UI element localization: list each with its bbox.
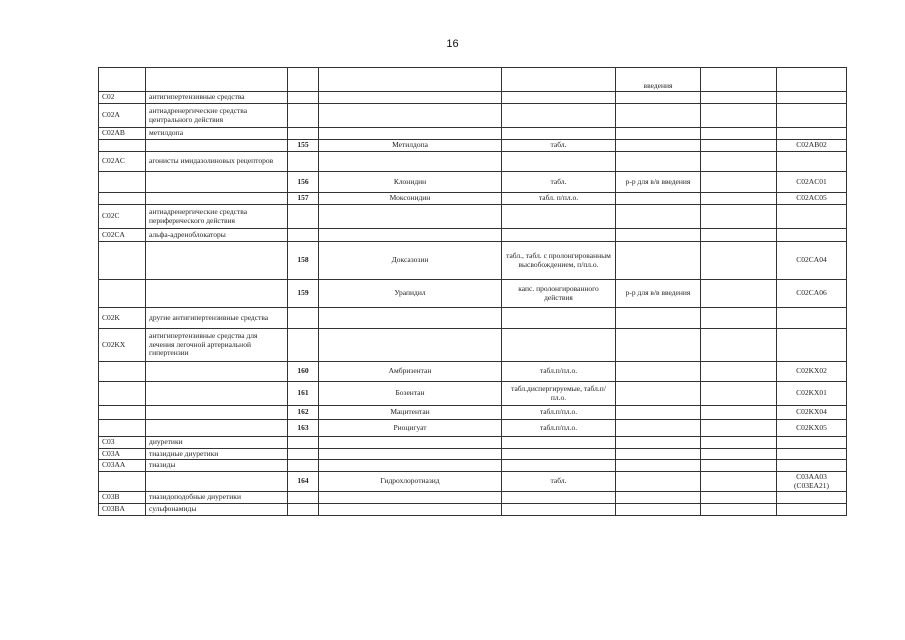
dosage-form-cell	[502, 437, 616, 449]
atc-code-cell	[99, 68, 146, 92]
drug-name-cell	[319, 128, 502, 140]
drug-name-cell	[319, 229, 502, 242]
table-row	[99, 406, 847, 420]
drug-atc-cell: C02KX01	[777, 382, 847, 406]
group-name-cell: другие антигипертензивные средства	[146, 308, 288, 329]
atc-code-cell: C02	[99, 92, 146, 104]
table-row	[99, 492, 847, 504]
atc-code-cell: C03BA	[99, 503, 146, 515]
route-cell	[616, 308, 701, 329]
atc-code-cell: C02AC	[99, 152, 146, 172]
group-name-cell: антиадренергические средства периферического действия	[146, 205, 288, 229]
note-cell	[701, 382, 777, 406]
group-name-cell	[146, 140, 288, 152]
note-cell	[701, 420, 777, 437]
group-name-cell	[146, 362, 288, 382]
route-cell	[616, 229, 701, 242]
group-name-cell: антиадренергические средства центрального действия	[146, 104, 288, 128]
route-cell	[616, 362, 701, 382]
route-cell	[616, 406, 701, 420]
drug-atc-cell: C02AB02	[777, 140, 847, 152]
group-name-cell: сульфонамиды	[146, 503, 288, 515]
drug-name-cell: Доксазозин	[319, 242, 502, 280]
item-number-cell	[288, 104, 319, 128]
table-row	[99, 92, 847, 104]
item-number-cell	[288, 492, 319, 504]
drug-atc-cell	[777, 205, 847, 229]
atc-code-cell: C02C	[99, 205, 146, 229]
route-cell	[616, 104, 701, 128]
dosage-form-cell	[502, 448, 616, 460]
route-cell	[616, 448, 701, 460]
drug-name-cell	[319, 492, 502, 504]
drug-name-cell	[319, 205, 502, 229]
item-number-cell: 158	[288, 242, 319, 280]
item-number-cell: 157	[288, 193, 319, 205]
table-row	[99, 437, 847, 449]
dosage-form-cell: табл.	[502, 472, 616, 492]
note-cell	[701, 242, 777, 280]
group-name-cell: тиазиды	[146, 460, 288, 472]
table-row	[99, 362, 847, 382]
table-body	[99, 68, 847, 516]
item-number-cell	[288, 329, 319, 362]
route-cell	[616, 128, 701, 140]
dosage-form-cell: табл.п/пл.о.	[502, 420, 616, 437]
drug-atc-cell: C02KX04	[777, 406, 847, 420]
drug-atc-cell	[777, 68, 847, 92]
item-number-cell: 164	[288, 472, 319, 492]
atc-code-cell	[99, 242, 146, 280]
drug-atc-cell	[777, 448, 847, 460]
drug-atc-cell	[777, 104, 847, 128]
table-row	[99, 308, 847, 329]
drug-name-cell	[319, 104, 502, 128]
note-cell	[701, 92, 777, 104]
dosage-form-cell	[502, 205, 616, 229]
note-cell	[701, 362, 777, 382]
item-number-cell: 163	[288, 420, 319, 437]
dosage-form-cell	[502, 92, 616, 104]
table-row	[99, 104, 847, 128]
group-name-cell	[146, 172, 288, 193]
item-number-cell: 159	[288, 280, 319, 308]
route-cell	[616, 329, 701, 362]
atc-code-cell	[99, 172, 146, 193]
item-number-cell	[288, 229, 319, 242]
group-name-cell: тиазидоподобные диуретики	[146, 492, 288, 504]
route-cell	[616, 472, 701, 492]
drug-name-cell	[319, 503, 502, 515]
item-number-cell	[288, 128, 319, 140]
table-row	[99, 448, 847, 460]
group-name-cell: антигипертензивные средства	[146, 92, 288, 104]
note-cell	[701, 140, 777, 152]
route-cell	[616, 242, 701, 280]
route-cell	[616, 437, 701, 449]
dosage-form-cell	[502, 68, 616, 92]
drug-name-cell	[319, 308, 502, 329]
note-cell	[701, 68, 777, 92]
dosage-form-cell: табл., табл. с пролонгированным высвобождением, п/пл.о.	[502, 242, 616, 280]
item-number-cell	[288, 460, 319, 472]
note-cell	[701, 492, 777, 504]
note-cell	[701, 193, 777, 205]
drug-atc-cell: C03AA03 (C03EA21)	[777, 472, 847, 492]
atc-code-cell	[99, 472, 146, 492]
drug-registry-table	[98, 67, 847, 516]
group-name-cell: метилдопа	[146, 128, 288, 140]
atc-code-cell: C02A	[99, 104, 146, 128]
drug-name-cell: Урапидил	[319, 280, 502, 308]
route-cell	[616, 382, 701, 406]
dosage-form-cell	[502, 492, 616, 504]
dosage-form-cell: табл.п/пл.о.	[502, 362, 616, 382]
note-cell	[701, 406, 777, 420]
table-row	[99, 140, 847, 152]
drug-name-cell	[319, 460, 502, 472]
drug-name-cell	[319, 329, 502, 362]
note-cell	[701, 172, 777, 193]
atc-code-cell: C02KX	[99, 329, 146, 362]
dosage-form-cell	[502, 329, 616, 362]
route-cell	[616, 492, 701, 504]
table-row	[99, 280, 847, 308]
note-cell	[701, 460, 777, 472]
drug-name-cell: Мацитентан	[319, 406, 502, 420]
note-cell	[701, 128, 777, 140]
drug-atc-cell	[777, 128, 847, 140]
dosage-form-cell: табл.	[502, 172, 616, 193]
group-name-cell: альфа-адреноблокаторы	[146, 229, 288, 242]
dosage-form-cell: табл.п/пл.о.	[502, 406, 616, 420]
atc-code-cell: C03A	[99, 448, 146, 460]
note-cell	[701, 152, 777, 172]
dosage-form-cell	[502, 104, 616, 128]
drug-name-cell: Бозентан	[319, 382, 502, 406]
item-number-cell	[288, 308, 319, 329]
atc-code-cell	[99, 406, 146, 420]
group-name-cell: тиазидные диуретики	[146, 448, 288, 460]
group-name-cell	[146, 68, 288, 92]
table-row	[99, 329, 847, 362]
table-row	[99, 172, 847, 193]
item-number-cell	[288, 92, 319, 104]
group-name-cell: антигипертензивные средства для лечения легочной артериальной гипертензии	[146, 329, 288, 362]
route-cell	[616, 152, 701, 172]
table-row	[99, 420, 847, 437]
drug-atc-cell: C02CA06	[777, 280, 847, 308]
item-number-cell	[288, 68, 319, 92]
group-name-cell	[146, 382, 288, 406]
atc-code-cell: C02AB	[99, 128, 146, 140]
route-cell	[616, 420, 701, 437]
drug-name-cell	[319, 68, 502, 92]
item-number-cell: 160	[288, 362, 319, 382]
table-row	[99, 205, 847, 229]
item-number-cell	[288, 437, 319, 449]
table-row	[99, 503, 847, 515]
route-cell: р-р для в/в введения	[616, 172, 701, 193]
table-row	[99, 460, 847, 472]
table-row	[99, 242, 847, 280]
item-number-cell: 155	[288, 140, 319, 152]
drug-name-cell	[319, 448, 502, 460]
atc-code-cell	[99, 140, 146, 152]
route-cell	[616, 205, 701, 229]
item-number-cell	[288, 205, 319, 229]
drug-atc-cell: C02AC05	[777, 193, 847, 205]
route-cell	[616, 92, 701, 104]
drug-atc-cell	[777, 92, 847, 104]
atc-code-cell: C03	[99, 437, 146, 449]
atc-code-cell: C02CA	[99, 229, 146, 242]
group-name-cell	[146, 406, 288, 420]
item-number-cell: 161	[288, 382, 319, 406]
drug-atc-cell: C02KX05	[777, 420, 847, 437]
note-cell	[701, 229, 777, 242]
group-name-cell	[146, 472, 288, 492]
route-cell	[616, 503, 701, 515]
dosage-form-cell: табл.диспергируемые, табл.п/пл.о.	[502, 382, 616, 406]
note-cell	[701, 329, 777, 362]
atc-code-cell	[99, 280, 146, 308]
table-row	[99, 152, 847, 172]
group-name-cell: диуретики	[146, 437, 288, 449]
item-number-cell	[288, 152, 319, 172]
note-cell	[701, 437, 777, 449]
item-number-cell: 162	[288, 406, 319, 420]
drug-name-cell: Амбризентан	[319, 362, 502, 382]
drug-atc-cell	[777, 503, 847, 515]
drug-atc-cell: C02KX02	[777, 362, 847, 382]
drug-name-cell: Риоцигуат	[319, 420, 502, 437]
note-cell	[701, 205, 777, 229]
route-cell	[616, 193, 701, 205]
atc-code-cell	[99, 420, 146, 437]
drug-name-cell	[319, 92, 502, 104]
table-row	[99, 128, 847, 140]
atc-code-cell: C03AA	[99, 460, 146, 472]
table-row	[99, 68, 847, 92]
note-cell	[701, 472, 777, 492]
drug-atc-cell	[777, 329, 847, 362]
drug-atc-cell	[777, 152, 847, 172]
atc-code-cell: C03B	[99, 492, 146, 504]
item-number-cell	[288, 448, 319, 460]
note-cell	[701, 448, 777, 460]
note-cell	[701, 503, 777, 515]
dosage-form-cell: табл. п/пл.о.	[502, 193, 616, 205]
drug-atc-cell	[777, 437, 847, 449]
dosage-form-cell	[502, 229, 616, 242]
item-number-cell	[288, 503, 319, 515]
page-number: 16	[446, 38, 459, 50]
atc-code-cell	[99, 362, 146, 382]
group-name-cell	[146, 280, 288, 308]
dosage-form-cell	[502, 503, 616, 515]
group-name-cell	[146, 420, 288, 437]
dosage-form-cell	[502, 460, 616, 472]
route-cell	[616, 140, 701, 152]
route-cell	[616, 460, 701, 472]
atc-code-cell	[99, 193, 146, 205]
drug-name-cell	[319, 152, 502, 172]
dosage-form-cell	[502, 128, 616, 140]
drug-atc-cell: C02CA04	[777, 242, 847, 280]
item-number-cell: 156	[288, 172, 319, 193]
atc-code-cell: C02K	[99, 308, 146, 329]
drug-name-cell	[319, 437, 502, 449]
note-cell	[701, 308, 777, 329]
dosage-form-cell	[502, 308, 616, 329]
drug-name-cell: Клонидин	[319, 172, 502, 193]
table-row	[99, 472, 847, 492]
drug-name-cell: Метилдопа	[319, 140, 502, 152]
dosage-form-cell	[502, 152, 616, 172]
drug-atc-cell	[777, 460, 847, 472]
group-name-cell: агонисты имидазолиновых рецепторов	[146, 152, 288, 172]
drug-atc-cell	[777, 229, 847, 242]
drug-atc-cell	[777, 308, 847, 329]
dosage-form-cell: табл.	[502, 140, 616, 152]
drug-name-cell: Гидрохлоротиазид	[319, 472, 502, 492]
dosage-form-cell: капс. пролонгированного действия	[502, 280, 616, 308]
table-row	[99, 229, 847, 242]
drug-atc-cell	[777, 492, 847, 504]
table-row	[99, 193, 847, 205]
drug-name-cell: Моксонидин	[319, 193, 502, 205]
drug-atc-cell: C02AC01	[777, 172, 847, 193]
route-cell: р-р для в/в введения	[616, 280, 701, 308]
group-name-cell	[146, 242, 288, 280]
group-name-cell	[146, 193, 288, 205]
note-cell	[701, 280, 777, 308]
atc-code-cell	[99, 382, 146, 406]
table-row	[99, 382, 847, 406]
note-cell	[701, 104, 777, 128]
route-cell: введения	[616, 68, 701, 92]
